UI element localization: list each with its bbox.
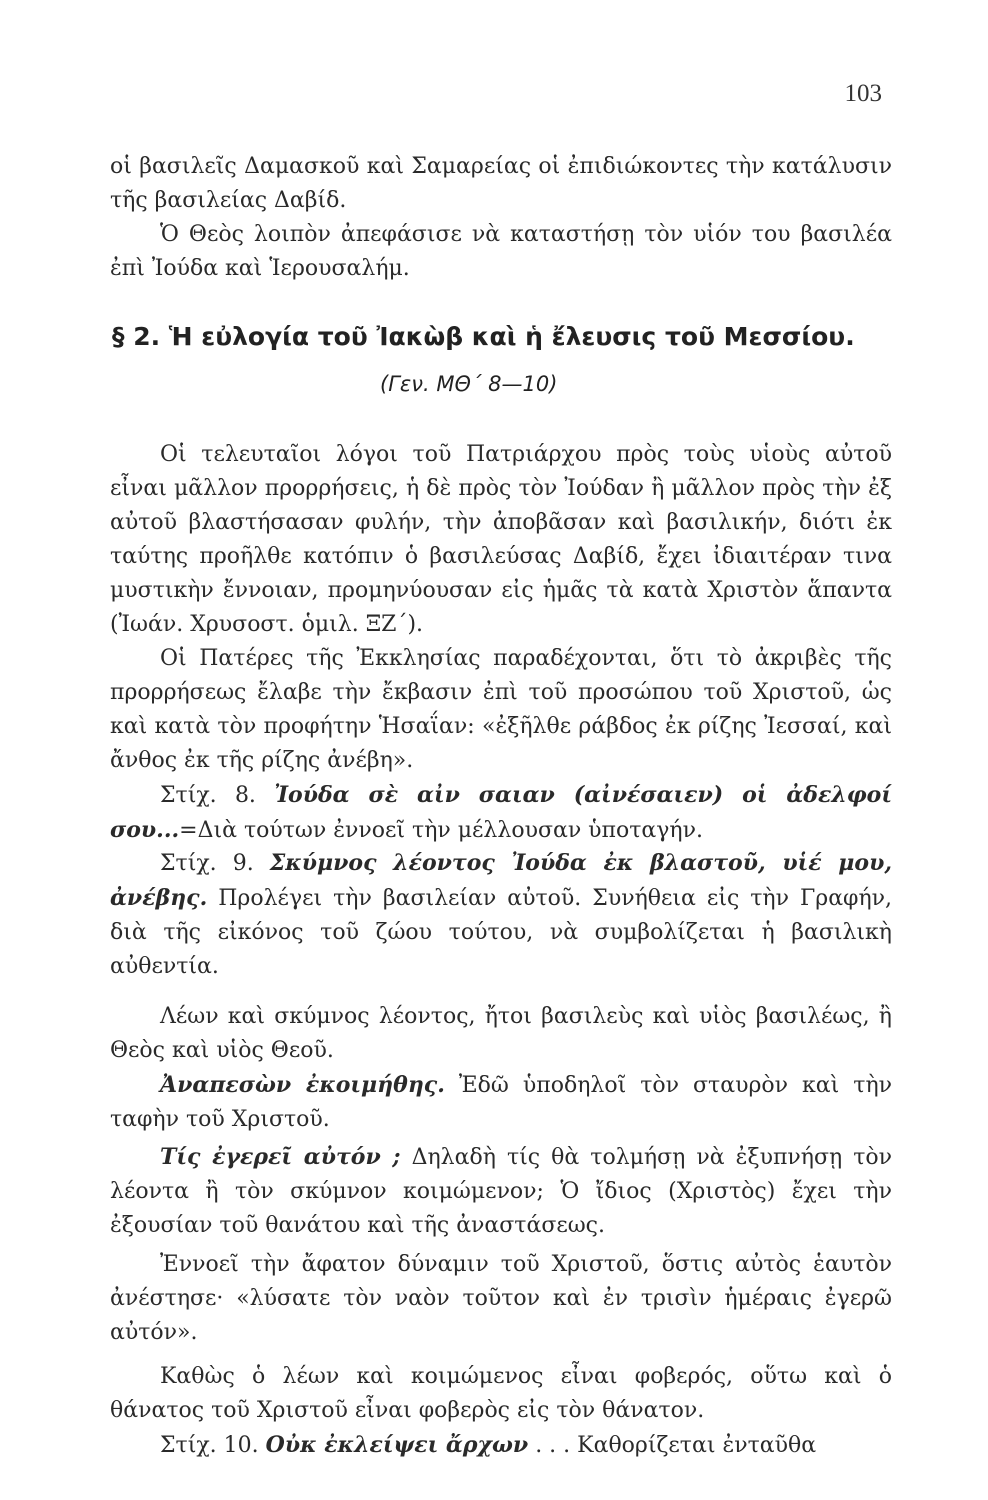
paragraph-opening <box>110 150 892 218</box>
paragraph-text: οἱ βασιλεῖς Δαμασκοῦ καὶ Σαμαρείας οἱ ἐπιδιώκοντες τὴν κατάλυσιν τῆς βασιλείας Δαβίδ. <box>110 154 892 213</box>
verse-number: Στίχ. 10. <box>160 1433 259 1458</box>
verse-quote: Οὐκ ἐκλείψει ἄρχων <box>265 1432 529 1458</box>
paragraph-text: Λέων καὶ σκύμνος λέοντος, ἤτοι βασιλεὺς καὶ υἱὸς βασιλέως, ἢ Θεὸς καὶ υἱὸς Θεοῦ. <box>110 1004 892 1063</box>
verse-commentary: . . . Καθορίζεται ἐνταῦθα <box>535 1433 817 1458</box>
verse-8 <box>110 778 892 848</box>
paragraph-text: Οἱ τελευταῖοι λόγοι τοῦ Πατριάρχου πρὸς τοὺς υἱοὺς αὐτοῦ εἶναι μᾶλλον προρρήσεις, ἡ δὲ πρὸς τὸν Ἰούδαν ἢ μᾶλλον πρὸς τὴν ἐξ αὐτοῦ βλαστήσασαν φυλήν, τὴν ἀποβᾶσαν καὶ βασιλικήν, διότι ἐκ ταύτης προῆλθε κατόπιν ὁ βασιλεύσας Δαβίδ, ἔχει ἰδιαιτέραν τινα μυστικὴν ἔννοιαν, προμηνύουσαν εἰς ἡμᾶς τὰ κατὰ Χριστὸν ἅπαντα (Ἰωάν. Χρυσοστ. ὁμιλ. ΞΖ΄). <box>110 442 892 637</box>
verse-commentary: Προλέγει τὴν βασιλείαν αὐτοῦ. Συνήθεια εἰς τὴν Γραφήν, διὰ τῆς εἰκόνος τοῦ ζώου τούτου, νὰ συμβολίζεται ἡ βασιλικὴ αὐθεντία. <box>110 886 893 979</box>
verse-quote: Ἀναπεσὼν ἐκοιμήθης. <box>160 1072 445 1098</box>
paragraph-text: Ὁ Θεὸς λοιπὸν ἀπεφάσισε νὰ καταστήσῃ τὸν υἱόν του βασιλέα ἐπὶ Ἰούδα καὶ Ἱερουσαλήμ. <box>110 222 892 281</box>
section-reference: (Γεν. ΜΘ΄ 8—10) <box>380 372 558 396</box>
paragraph-lay-down <box>110 1068 892 1137</box>
section-heading: § 2. Ἡ εὐλογία τοῦ Ἰακὼβ καὶ ἡ ἔλευσις τοῦ Μεσσίου. <box>112 322 855 351</box>
paragraph-text: Ἐννοεῖ τὴν ἄφατον δύναμιν τοῦ Χριστοῦ, ὅστις αὐτὸς ἑαυτὸν ἀνέστησε· «λύσατε τὸν ναὸν τοῦτον καὶ ἐν τρισὶν ἡμέραις ἐγερῶ αὐτόν». <box>110 1252 892 1345</box>
verse-quote: Σκύμνος λέοντος Ἰούδα ἐκ βλαστοῦ, υἱέ μου, ἀνέβης. <box>110 850 892 911</box>
verse-commentary: Δηλαδὴ τίς θὰ τολμήσῃ νὰ ἐξυπνήσῃ τὸν λέοντα ἢ τὸν σκύμνον κοιμώμενον; Ὁ ἴδιος (Χριστὸς) ἔχει τὴν ἐξουσίαν τοῦ θανάτου καὶ τῆς ἀναστάσεως. <box>110 1145 892 1238</box>
verse-quote: Ἰούδα σὲ αἰν σαιαν (αἰνέσαιεν) οἱ ἀδελφοί σου... <box>110 782 892 843</box>
paragraph-power <box>110 1248 892 1350</box>
verse-commentary: Ἐδῶ ὑποδηλοῖ τὸν σταυρὸν καὶ τὴν ταφὴν τοῦ Χριστοῦ. <box>110 1073 892 1132</box>
paragraph-lion <box>110 1000 892 1068</box>
verse-number: Στίχ. 9. <box>160 851 254 876</box>
paragraph-text: Καθὼς ὁ λέων καὶ κοιμώμενος εἶναι φοβερός, οὕτω καὶ ὁ θάνατος τοῦ Χριστοῦ εἶναι φοβερὸς εἰς τὸν θάνατον. <box>110 1364 892 1423</box>
paragraph-text: Οἱ Πατέρες τῆς Ἐκκλησίας παραδέχονται, ὅτι τὸ ἀκριβὲς τῆς προρρήσεως ἔλαβε τὴν ἔκβασιν ἐπὶ τοῦ προσώπου τοῦ Χριστοῦ, ὡς καὶ κατὰ τὸν προφήτην Ἡσαΐαν: «ἐξῆλθε ράβδος ἐκ ρίζης Ἰεσσαί, καὶ ἄνθος ἐκ τῆς ρίζης ἀνέβη». <box>110 646 892 773</box>
paragraph-who-wakes <box>110 1140 892 1243</box>
verse-quote: Τίς ἐγερεῖ αὐτόν ; <box>160 1144 401 1170</box>
paragraph-god-decision <box>110 218 892 286</box>
verse-number: Στίχ. 8. <box>160 783 256 808</box>
verse-10 <box>110 1428 892 1463</box>
paragraph-fearful <box>110 1360 892 1428</box>
page-number: 103 <box>844 80 882 107</box>
verse-commentary: =Διὰ τούτων ἐννοεῖ τὴν μέλλουσαν ὑποταγήν. <box>179 818 703 843</box>
verse-9 <box>110 846 892 984</box>
paragraph-fathers <box>110 642 892 778</box>
paragraph-patriarch <box>110 438 892 642</box>
